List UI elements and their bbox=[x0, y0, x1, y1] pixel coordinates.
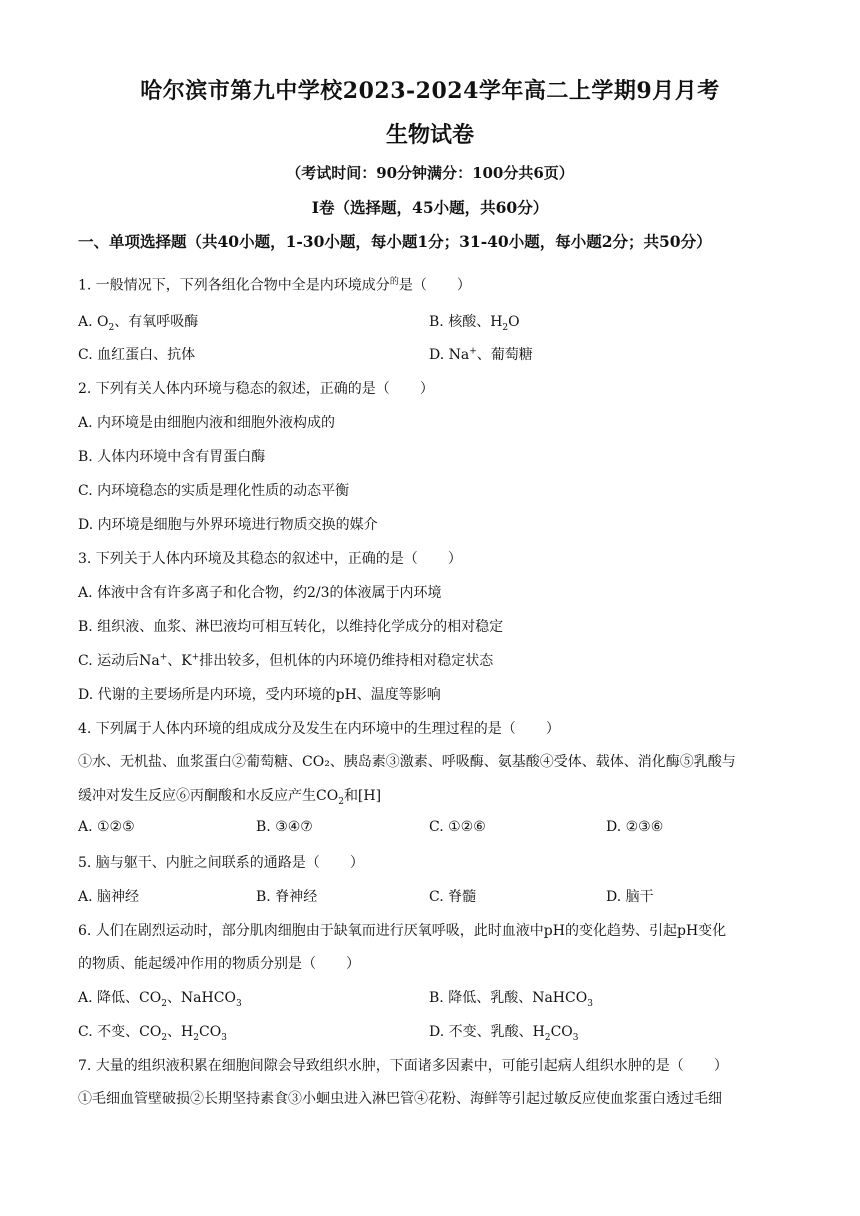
question-1-stem: 1. 一般情况下，下列各组化合物中全是内环境成分$^的$是（ ） bbox=[78, 277, 471, 294]
question-5-option-d: D. 脑干 bbox=[606, 889, 654, 905]
question-4-option-c: C. ①②⑥ bbox=[429, 819, 486, 835]
question-1-option-d: D. Na+、葡萄糖 bbox=[429, 346, 533, 363]
question-2-option-b: B. 人体内环境中含有胃蛋白酶 bbox=[78, 449, 266, 465]
question-3-option-b: B. 组织液、血浆、淋巴液均可相互转化，以维持化学成分的相对稳定 bbox=[78, 619, 504, 635]
question-3-stem: 3. 下列关于人体内环境及其稳态的叙述中，正确的是（ ） bbox=[78, 551, 462, 567]
question-6-option-c: C. 不变、$CO_2$、$H_2CO_3$ bbox=[78, 1024, 227, 1043]
question-4-option-b: B. ③④⑦ bbox=[256, 819, 313, 835]
question-3-option-c: C. 运动后Na+、K+排出较多，但机体的内环境仍维持相对稳定状态 bbox=[78, 652, 494, 669]
question-4-items-line2: 缓冲对发生反应⑥丙酮酸和水反应产生$CO_2$和[H] bbox=[78, 788, 382, 807]
question-6-stem-line1: 6. 人们在剧烈运动时，部分肌肉细胞由于缺氧而进行厌氧呼吸，此时血液中pH的变化趋势、引起pH变化 bbox=[78, 923, 727, 939]
question-5-option-c: C. 脊髓 bbox=[429, 889, 477, 905]
exam-info: （考试时间：90分钟满分：100分共6页） bbox=[286, 164, 574, 182]
question-5-stem: 5. 脑与躯干、内脏之间联系的通路是（ ） bbox=[78, 855, 364, 871]
question-6-option-d: D. 不变、乳酸、$H_2CO_3$ bbox=[429, 1024, 579, 1043]
question-5-option-b: B. 脊神经 bbox=[256, 889, 318, 905]
question-2-option-a: A. 内环境是由细胞内液和细胞外液构成的 bbox=[78, 415, 336, 431]
question-6-option-b: B. 降低、乳酸、NaHCO$_3$ bbox=[429, 990, 593, 1009]
question-6-option-a: A. 降低、$CO_2$、NaHCO$_3$ bbox=[78, 990, 242, 1009]
volume-heading: I卷（选择题，45小题，共60分） bbox=[311, 198, 549, 217]
section-heading: 一、单项选择题（共40小题，1-30小题，每小题1分；31-40小题，每小题2分；共50分） bbox=[78, 232, 712, 251]
exam-subject: 生物试卷 bbox=[385, 122, 474, 148]
question-2-option-c: C. 内环境稳态的实质是理化性质的动态平衡 bbox=[78, 483, 350, 499]
question-3-option-d: D. 代谢的主要场所是内环境，受内环境的pH、温度等影响 bbox=[78, 687, 441, 703]
question-5-option-a: A. 脑神经 bbox=[78, 889, 140, 905]
question-6-stem-line2: 的物质、能起缓冲作用的物质分别是（ ） bbox=[78, 956, 360, 972]
question-1-option-b: B. 核酸、$H_2O$ bbox=[429, 314, 520, 333]
question-4-stem: 4. 下列属于人体内环境的组成成分及发生在内环境中的生理过程的是（ ） bbox=[78, 721, 560, 737]
question-2-stem: 2. 下列有关人体内环境与稳态的叙述，正确的是（ ） bbox=[78, 381, 434, 397]
question-7-items-line1: ①毛细血管壁破损②长期坚持素食③小蛔虫进入淋巴管④花粉、海鲜等引起过敏反应使血浆蛋白透过毛细 bbox=[78, 1091, 722, 1107]
exam-title: 哈尔滨市第九中学校2023-2024学年高二上学期9月月考 bbox=[140, 78, 720, 104]
question-3-option-a: A. 体液中含有许多离子和化合物，约2/3的体液属于内环境 bbox=[78, 585, 442, 601]
question-7-stem: 7. 大量的组织液积累在细胞间隙会导致组织水肿，下面诸多因素中，可能引起病人组织水肿的是（ ） bbox=[78, 1058, 728, 1074]
question-4-option-d: D. ②③⑥ bbox=[606, 819, 664, 835]
question-1-option-a: A. $O_2$、有氧呼吸酶 bbox=[78, 314, 199, 333]
question-4-option-a: A. ①②⑤ bbox=[78, 819, 135, 835]
question-1-option-c: C. 血红蛋白、抗体 bbox=[78, 347, 196, 363]
question-4-items-line1: ①水、无机盐、血浆蛋白②葡萄糖、CO₂、胰岛素③激素、呼吸酶、氨基酸④受体、载体、消化酶⑤乳酸与 bbox=[78, 754, 736, 770]
question-2-option-d: D. 内环境是细胞与外界环境进行物质交换的媒介 bbox=[78, 517, 378, 533]
